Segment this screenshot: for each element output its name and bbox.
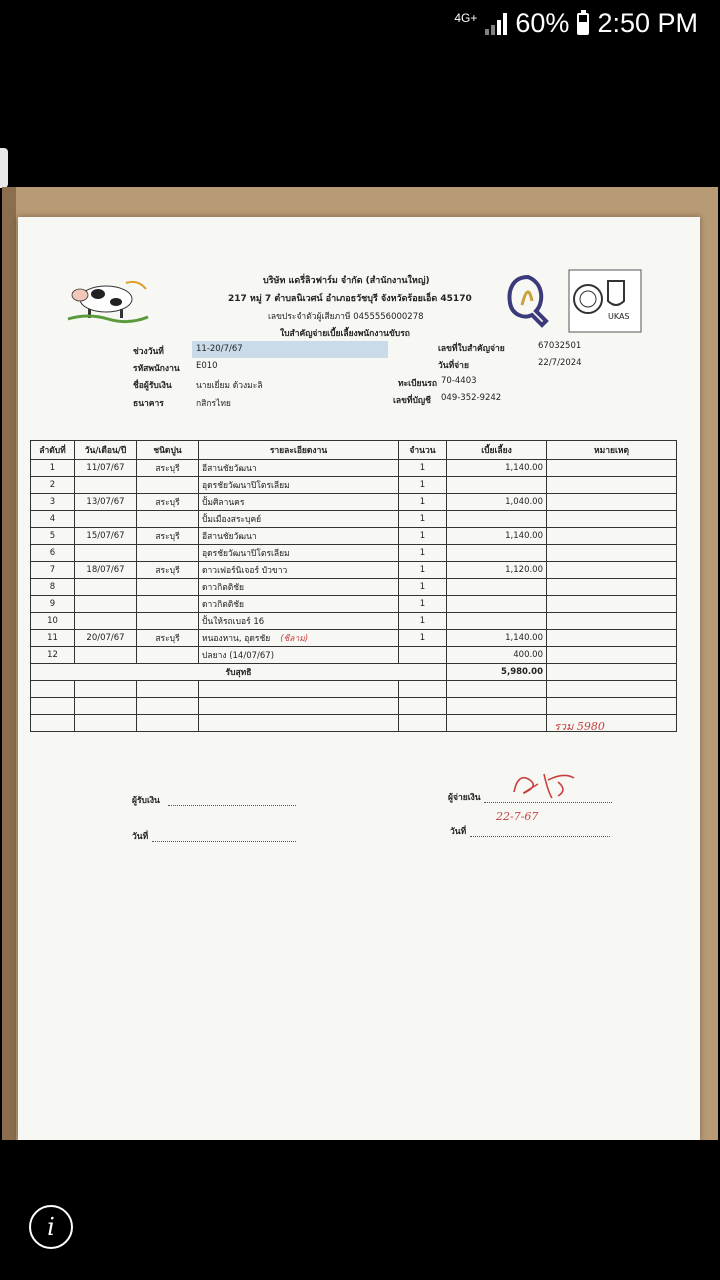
bank-label: ธนาคาร [133, 399, 164, 409]
row-detail-cell [199, 460, 399, 477]
row-detail-cell [199, 511, 399, 528]
document-title: ใบสำคัญจ่ายเบี้ยเลี้ยงพนักงานขับรถ [280, 329, 410, 339]
payer-date-label: วันที่ [450, 827, 467, 837]
plate-value: 70-4403 [441, 376, 477, 386]
account-value: 049-352-9242 [441, 393, 502, 403]
col-header-no: ลำดับที่ [31, 441, 75, 460]
blank-cell [31, 715, 75, 732]
row-type [137, 477, 199, 494]
row-date: 11/07/67 [75, 460, 137, 477]
row-qty: 1 [399, 511, 447, 528]
row-type [137, 511, 199, 528]
blank-cell [137, 681, 199, 698]
row-note [547, 494, 677, 511]
row-allowance: 1,140.00 [447, 460, 547, 477]
table-row [31, 647, 677, 664]
cert-text: UKAS [608, 312, 630, 321]
row-detail: อีสานชัยวัฒนา [202, 532, 257, 542]
signal-icon [485, 13, 507, 35]
payer-date-line [470, 826, 610, 837]
row-type [137, 596, 199, 613]
row-qty: 1 [399, 596, 447, 613]
bank-value: กสิกรไทย [196, 399, 231, 409]
row-no: 4 [31, 511, 75, 528]
payee-value: นายเยี่ยม ด้วงมะลิ [196, 381, 263, 391]
row-no: 3 [31, 494, 75, 511]
blank-cell [447, 681, 547, 698]
emp-code-value: E010 [196, 361, 218, 371]
row-date [75, 596, 137, 613]
row-no: 2 [31, 477, 75, 494]
blank-row [31, 698, 677, 715]
table-header-row [31, 441, 677, 460]
row-qty: 1 [399, 477, 447, 494]
table-row [31, 460, 677, 477]
row-detail-cell [199, 613, 399, 630]
col-header-note: หมายเหตุ [547, 441, 677, 460]
blank-cell [137, 715, 199, 732]
row-allowance: 1,140.00 [447, 630, 547, 647]
row-no: 11 [31, 630, 75, 647]
handwritten-total: รวม 5980 [554, 720, 605, 733]
row-detail: อุดรชัยวัฒนาปิโตรเลียม [202, 549, 290, 559]
status-bar [0, 0, 720, 52]
row-date [75, 647, 137, 664]
row-detail: อีสานชัยวัฒนา [202, 464, 257, 474]
table-row [31, 630, 677, 647]
row-detail: ปั้มศิลานคร [202, 498, 245, 508]
table-row [31, 477, 677, 494]
row-type: สระบุรี [137, 460, 199, 477]
row-note [547, 562, 677, 579]
company-name: บริษัท แดรี่ลิวฟาร์ม จำกัด (สำนักงานใหญ่) [263, 276, 430, 286]
row-qty: 1 [399, 545, 447, 562]
row-note [547, 511, 677, 528]
row-detail: ดาวเฟอร์นิเจอร์ บัวขาว [202, 566, 288, 576]
tax-id: เลขประจำตัวผู้เสียภาษี 0455556000278 [268, 312, 424, 322]
info-button[interactable]: i [29, 1205, 73, 1249]
row-detail: หนองหาน, อุดรชัย [202, 634, 271, 644]
blank-cell [547, 681, 677, 698]
row-no: 5 [31, 528, 75, 545]
table-row [31, 596, 677, 613]
network-type: 4G+ [454, 10, 478, 25]
pay-date-label: วันที่จ่าย [438, 361, 469, 371]
period-label: ช่วงวันที่ [133, 347, 164, 357]
edge-panel-handle[interactable] [0, 148, 8, 188]
table-row [31, 562, 677, 579]
emp-code-label: รหัสพนักงาน [133, 364, 180, 374]
quality-q-logo-icon [502, 271, 554, 331]
row-allowance [447, 545, 547, 562]
row-note [547, 613, 677, 630]
blank-cell [199, 681, 399, 698]
col-header-type: ชนิดปูน [137, 441, 199, 460]
blank-cell [31, 698, 75, 715]
row-no: 10 [31, 613, 75, 630]
row-allowance: 1,140.00 [447, 528, 547, 545]
row-allowance [447, 477, 547, 494]
row-date: 15/07/67 [75, 528, 137, 545]
battery-percent: 60% [515, 8, 570, 38]
row-allowance [447, 613, 547, 630]
payee-label: ชื่อผู้รับเงิน [133, 381, 172, 391]
row-date: 18/07/67 [75, 562, 137, 579]
net-total-row [31, 664, 677, 681]
account-label: เลขที่บัญชี [393, 396, 431, 406]
row-note [547, 596, 677, 613]
cow-logo-icon [58, 275, 158, 331]
row-no: 8 [31, 579, 75, 596]
net-total-label: รับสุทธิ [31, 664, 447, 681]
row-allowance: 1,120.00 [447, 562, 547, 579]
row-qty: 1 [399, 460, 447, 477]
table-row [31, 613, 677, 630]
row-qty: 1 [399, 528, 447, 545]
blank-cell [75, 715, 137, 732]
row-no: 1 [31, 460, 75, 477]
voucher-no-label: เลขที่ใบสำคัญจ่าย [438, 344, 505, 354]
battery-icon [577, 13, 589, 35]
document-photo[interactable] [2, 187, 718, 1140]
row-date [75, 545, 137, 562]
row-detail-cell [199, 562, 399, 579]
row-note [547, 460, 677, 477]
row-detail-cell [199, 528, 399, 545]
row-no: 6 [31, 545, 75, 562]
receiver-date-line [152, 831, 296, 842]
row-qty: 1 [399, 613, 447, 630]
row-note [547, 545, 677, 562]
row-detail-note: (ชีลาม) [280, 634, 309, 644]
row-qty [399, 647, 447, 664]
row-detail: ดาวกิตติชัย [202, 600, 245, 610]
document-page [18, 217, 700, 1140]
photo-shadow [2, 187, 16, 1140]
row-allowance [447, 596, 547, 613]
row-note [547, 477, 677, 494]
row-detail-cell [199, 477, 399, 494]
row-note [547, 647, 677, 664]
row-note [547, 528, 677, 545]
certification-logo-icon [568, 269, 642, 333]
plate-label: ทะเบียนรถ [398, 379, 437, 389]
row-allowance [447, 511, 547, 528]
row-qty: 1 [399, 579, 447, 596]
blank-cell [199, 715, 399, 732]
row-allowance [447, 579, 547, 596]
row-type [137, 647, 199, 664]
voucher-no-value: 67032501 [538, 341, 582, 351]
row-allowance: 400.00 [447, 647, 547, 664]
row-date [75, 613, 137, 630]
clock: 2:50 PM [597, 8, 698, 38]
period-value: 11-20/7/67 [196, 344, 243, 354]
payer-date-handwritten: 22-7-67 [496, 810, 539, 823]
row-detail: ปลยาง (14/07/67) [202, 651, 275, 661]
table-row [31, 528, 677, 545]
col-header-allowance: เบี้ยเลี้ยง [447, 441, 547, 460]
blank-cell [137, 698, 199, 715]
payer-signature-icon [508, 762, 588, 806]
blank-cell [75, 698, 137, 715]
net-total-value: 5,980.00 [447, 664, 547, 681]
net-total-note [547, 664, 677, 681]
payer-label: ผู้จ่ายเงิน [448, 793, 481, 803]
row-date: 20/07/67 [75, 630, 137, 647]
row-detail-cell [199, 579, 399, 596]
row-type: สระบุรี [137, 562, 199, 579]
row-detail-cell [199, 494, 399, 511]
row-detail: ปั้นให้รถเบอร์ 16 [202, 617, 265, 627]
row-note [547, 630, 677, 647]
row-type [137, 613, 199, 630]
row-no: 12 [31, 647, 75, 664]
row-type: สระบุรี [137, 528, 199, 545]
row-detail: ปั้มเมืองสระบุคย์ [202, 515, 262, 525]
row-qty: 1 [399, 562, 447, 579]
bottom-bar [0, 1140, 720, 1280]
row-type: สระบุรี [137, 630, 199, 647]
row-allowance: 1,040.00 [447, 494, 547, 511]
row-qty: 1 [399, 494, 447, 511]
row-date [75, 579, 137, 596]
row-type: สระบุรี [137, 494, 199, 511]
row-date: 13/07/67 [75, 494, 137, 511]
company-address: 217 หมู่ 7 ตำบลนิเวศน์ อำเภอธวัชบุรี จังหวัดร้อยเอ็ด 45170 [228, 294, 472, 304]
pay-date-value: 22/7/2024 [538, 358, 582, 368]
blank-cell [447, 698, 547, 715]
blank-cell [399, 681, 447, 698]
table-row [31, 545, 677, 562]
table-row [31, 511, 677, 528]
blank-cell [199, 698, 399, 715]
receiver-date-label: วันที่ [132, 832, 149, 842]
row-qty: 1 [399, 630, 447, 647]
allowance-table [30, 440, 677, 732]
col-header-detail: รายละเอียดงาน [199, 441, 399, 460]
row-no: 9 [31, 596, 75, 613]
blank-cell [399, 698, 447, 715]
table-row [31, 579, 677, 596]
row-date [75, 477, 137, 494]
table-row [31, 494, 677, 511]
blank-cell [31, 681, 75, 698]
blank-cell [75, 681, 137, 698]
blank-row [31, 681, 677, 698]
row-detail-cell [199, 596, 399, 613]
blank-cell [399, 715, 447, 732]
receiver-signature-line [168, 795, 296, 806]
row-no: 7 [31, 562, 75, 579]
row-type [137, 545, 199, 562]
row-detail-cell [199, 545, 399, 562]
receiver-label: ผู้รับเงิน [132, 796, 160, 806]
row-note [547, 579, 677, 596]
row-detail: ดาวกิตติชัย [202, 583, 245, 593]
blank-cell [547, 698, 677, 715]
col-header-date: วัน/เดือน/ปี [75, 441, 137, 460]
col-header-qty: จำนวน [399, 441, 447, 460]
row-date [75, 511, 137, 528]
row-detail-cell [199, 647, 399, 664]
row-type [137, 579, 199, 596]
row-detail: อุดรชัยวัฒนาปิโตรเลียม [202, 481, 290, 491]
row-detail-cell [199, 630, 399, 647]
blank-cell [447, 715, 547, 732]
